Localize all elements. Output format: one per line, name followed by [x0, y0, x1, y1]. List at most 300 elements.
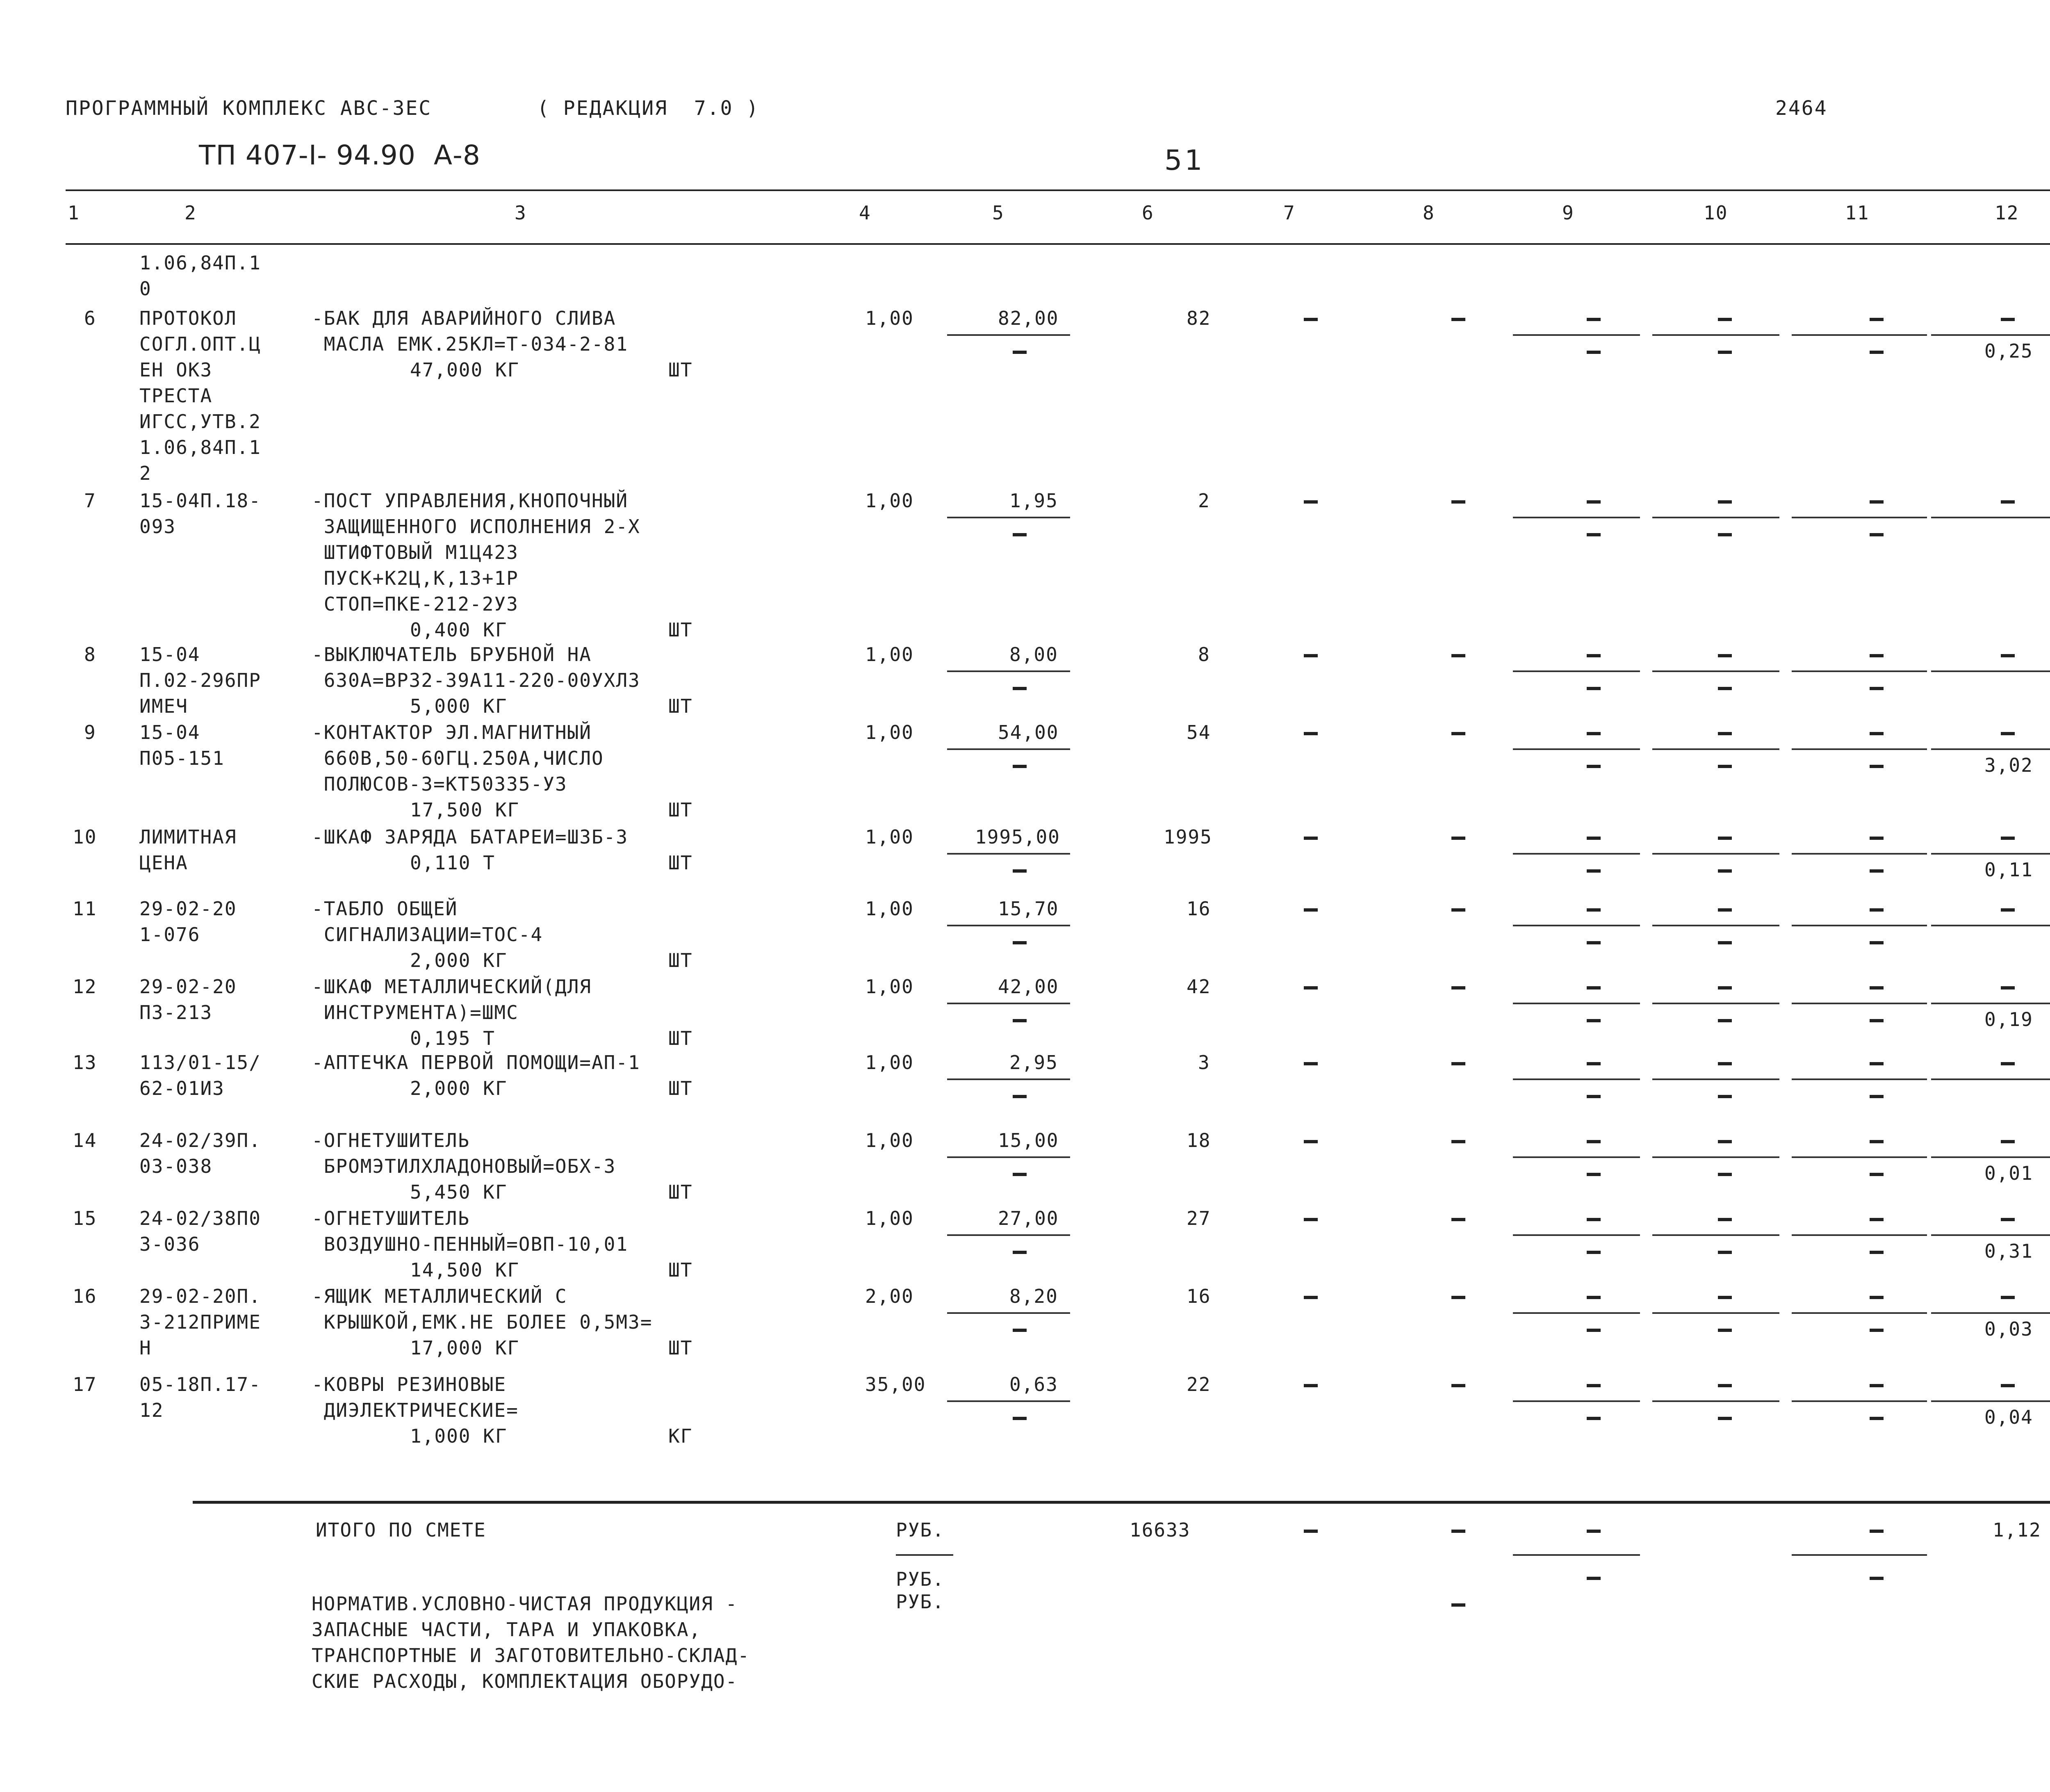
empty-cell-dash [2001, 1140, 2015, 1143]
column-underline [1792, 670, 1927, 672]
empty-cell-dash [1870, 500, 1884, 504]
row-quantity: 1,00 [865, 826, 914, 848]
row-quantity: 1,00 [865, 307, 914, 329]
row-price: 15,70 [998, 898, 1059, 920]
price-underline [947, 853, 1070, 855]
column-underline [1513, 853, 1640, 855]
price-sub-dash [1013, 765, 1027, 768]
column-underline [1513, 925, 1640, 926]
column-header-7: 7 [1283, 202, 1296, 224]
empty-cell-dash [1587, 837, 1601, 840]
empty-cell-dash [1304, 986, 1318, 989]
column-underline [1792, 1400, 1927, 1402]
price-underline [947, 748, 1070, 750]
row-unit: ШТ [668, 1337, 693, 1359]
row-number: 13 [73, 1051, 97, 1074]
row-quantity: 1,00 [865, 976, 914, 998]
row-description-line: -КОВРЫ РЕЗИНОВЫЕ [312, 1373, 507, 1395]
note-line: ЗАПАСНЫЕ ЧАСТИ, ТАРА И УПАКОВКА, [312, 1619, 702, 1641]
row-total: 2 [1198, 490, 1210, 512]
row-extra-value: 3,02 [1984, 754, 2033, 776]
column-underline [1931, 1234, 2050, 1236]
sub-cell-dash [1718, 1095, 1732, 1098]
row-code-line: 2 [139, 462, 152, 484]
row-number: 16 [73, 1285, 97, 1307]
row-extra-value: 0,04 [1984, 1406, 2033, 1428]
row-description-line: ДИЭЛЕКТРИЧЕСКИЕ= [312, 1399, 519, 1421]
row-code-line: ЕН ОКЗ [139, 359, 213, 381]
row-number: 14 [73, 1129, 97, 1151]
empty-cell-dash [1451, 500, 1465, 504]
sub-cell-dash [1587, 869, 1601, 873]
empty-cell-dash [1587, 654, 1601, 657]
totals-underline [1792, 1554, 1927, 1556]
row-unit: ШТ [668, 1077, 693, 1099]
empty-cell-dash [1304, 1140, 1318, 1143]
row-weight: 2,000 КГ [410, 1077, 508, 1099]
sub-cell-dash [1587, 533, 1601, 536]
empty-cell-dash [2001, 986, 2015, 989]
sub-cell-dash [1587, 765, 1601, 768]
empty-cell-dash [1718, 1384, 1732, 1387]
empty-cell-dash [2001, 318, 2015, 321]
row-description-line: ВОЗДУШНО-ПЕННЫЙ=ОВП-10,01 [312, 1233, 629, 1255]
row-unit: ШТ [668, 1027, 693, 1049]
row-total: 22 [1187, 1373, 1211, 1395]
row-description-line: 630А=ВР32-39А11-220-00УХЛ3 [312, 669, 640, 691]
empty-cell-dash [1718, 654, 1732, 657]
column-header-8: 8 [1423, 202, 1435, 224]
column-header-1: 1 [68, 202, 80, 224]
empty-cell-dash [2001, 654, 2015, 657]
column-underline [1931, 925, 2050, 926]
column-underline [1792, 334, 1927, 336]
sub-cell-dash [1718, 869, 1732, 873]
price-sub-dash [1013, 1417, 1027, 1420]
row-code-line: 24-02/38П0 [139, 1207, 261, 1229]
column-underline [1931, 1003, 2050, 1004]
row-code-line: 3-036 [139, 1233, 200, 1255]
row-code-line: П3-213 [139, 1001, 213, 1024]
row-quantity: 1,00 [865, 1129, 914, 1151]
empty-cell-dash [1870, 908, 1884, 912]
sub-cell-dash [1587, 1095, 1601, 1098]
sub-cell-dash [1870, 1019, 1884, 1022]
sub-cell-dash [1718, 687, 1732, 690]
row-description-line: СИГНАЛИЗАЦИИ=ТОС-4 [312, 923, 543, 946]
column-underline [1792, 517, 1927, 518]
row-weight: 47,000 КГ [410, 359, 520, 381]
totals-underline [1513, 1554, 1640, 1556]
column-underline [1931, 1312, 2050, 1314]
column-header-4: 4 [859, 202, 871, 224]
sub-cell-dash [1870, 765, 1884, 768]
row-number: 17 [73, 1373, 97, 1395]
row-code-line: 05-18П.17- [139, 1373, 261, 1395]
totals-unit-2: РУБ. [896, 1568, 945, 1590]
sub-cell-dash [1718, 351, 1732, 354]
row-description-line: ИНСТРУМЕНТА)=ШМС [312, 1001, 519, 1024]
column-underline [1652, 334, 1779, 336]
empty-cell-dash [1587, 1384, 1601, 1387]
row-weight: 5,450 КГ [410, 1181, 508, 1203]
column-underline [1792, 1156, 1927, 1158]
row-quantity: 1,00 [865, 1207, 914, 1229]
row-unit: ШТ [668, 359, 693, 381]
empty-cell-dash [1718, 732, 1732, 735]
row-description-line: -ПОСТ УПРАВЛЕНИЯ,КНОПОЧНЫЙ [312, 490, 629, 512]
document-code: 2464 [1775, 97, 1828, 120]
column-header-9: 9 [1562, 202, 1574, 224]
empty-cell-dash [2001, 908, 2015, 912]
totals-label: ИТОГО ПО СМЕТЕ [316, 1519, 486, 1541]
empty-cell-dash [1304, 654, 1318, 657]
sub-cell-dash [1587, 1251, 1601, 1254]
row-number: 11 [73, 898, 97, 920]
row-description-line: -ВЫКЛЮЧАТЕЛЬ БРУБНОЙ НА [312, 643, 592, 666]
column-header-2: 2 [184, 202, 197, 224]
row-code-line: 03-038 [139, 1155, 213, 1177]
row-price: 27,00 [998, 1207, 1059, 1229]
empty-cell-dash [1451, 837, 1465, 840]
row-code-line: 113/01-15/ [139, 1051, 261, 1074]
row-code-line: 15-04П.18- [139, 490, 261, 512]
empty-cell-dash [1870, 1140, 1884, 1143]
sub-cell-dash [1718, 1173, 1732, 1176]
row-code-line: ИМЕЧ [139, 695, 188, 717]
row-weight: 0,110 Т [410, 852, 495, 874]
row-weight: 0,195 Т [410, 1027, 495, 1049]
price-sub-dash [1013, 941, 1027, 944]
sub-cell-dash [1587, 351, 1601, 354]
empty-cell-dash [1870, 654, 1884, 657]
price-sub-dash [1013, 1095, 1027, 1098]
column-underline [1652, 1400, 1779, 1402]
price-underline [947, 1003, 1070, 1004]
row-code-line: ТРЕСТА [139, 385, 213, 407]
empty-cell-dash [1718, 1218, 1732, 1221]
empty-cell-dash [2001, 1218, 2015, 1221]
price-underline [947, 925, 1070, 926]
row-code-line: ЛИМИТНАЯ [139, 826, 237, 848]
row-unit: ШТ [668, 852, 693, 874]
row-description-line: -АПТЕЧКА ПЕРВОЙ ПОМОЩИ=АП-1 [312, 1051, 640, 1074]
column-underline [1652, 925, 1779, 926]
header-rule-bottom [66, 243, 2050, 245]
row-code-line: СОГЛ.ОПТ.Ц [139, 333, 261, 355]
empty-cell-dash [1451, 318, 1465, 321]
sub-cell-dash [1870, 1095, 1884, 1098]
price-underline [947, 1400, 1070, 1402]
row-weight: 14,500 КГ [410, 1259, 520, 1281]
empty-cell-dash [1587, 318, 1601, 321]
column-underline [1792, 1078, 1927, 1080]
row-number: 15 [73, 1207, 97, 1229]
empty-cell-dash [1587, 986, 1601, 989]
row-code-line: 15-04 [139, 643, 200, 666]
sub-cell-dash [1587, 1417, 1601, 1420]
row-extra-value: 0,01 [1984, 1162, 2033, 1184]
empty-cell-dash [1451, 1296, 1465, 1299]
price-underline [947, 1078, 1070, 1080]
column-underline [1513, 517, 1640, 518]
empty-cell-dash [1718, 837, 1732, 840]
totals-unit-rule [896, 1554, 953, 1556]
row-description-line: КРЫШКОЙ,ЕМК.НЕ БОЛЕЕ 0,5М3= [312, 1311, 653, 1333]
empty-cell-dash [1870, 1062, 1884, 1065]
column-underline [1513, 1078, 1640, 1080]
column-underline [1513, 1156, 1640, 1158]
column-underline [1652, 670, 1779, 672]
totals-col8-dash [1451, 1603, 1465, 1607]
empty-cell-dash [1304, 1062, 1318, 1065]
price-underline [947, 517, 1070, 518]
row-description-line: -ШКАФ ЗАРЯДА БАТАРЕИ=ШЗБ-3 [312, 826, 629, 848]
empty-cell-dash [1870, 732, 1884, 735]
row-description-line: БРОМЭТИЛХЛАДОНОВЫЙ=ОБХ-3 [312, 1155, 616, 1177]
price-sub-dash [1013, 1251, 1027, 1254]
sub-cell-dash [1870, 941, 1884, 944]
page-number: 51 [1164, 144, 1205, 177]
sub-cell-dash [1718, 1251, 1732, 1254]
row-total: 42 [1187, 976, 1211, 998]
row-number: 6 [84, 307, 96, 329]
empty-cell-dash [1718, 1062, 1732, 1065]
row-quantity: 1,00 [865, 721, 914, 743]
empty-cell-dash [1718, 986, 1732, 989]
sub-cell-dash [1587, 1329, 1601, 1332]
column-underline [1652, 1312, 1779, 1314]
row-unit: ШТ [668, 619, 693, 641]
sub-cell-dash [1870, 1329, 1884, 1332]
row-price: 8,00 [1009, 643, 1058, 666]
row-extra-value: 0,19 [1984, 1008, 2033, 1031]
row-code-line: 1.06,84П.1 [139, 436, 261, 458]
row-price: 42,00 [998, 976, 1059, 998]
row-code-line: 1.06,84П.1 [139, 252, 261, 274]
row-extra-value: 0,25 [1984, 340, 2033, 362]
sub-cell-dash [1587, 1019, 1601, 1022]
empty-cell-dash [1718, 1296, 1732, 1299]
column-underline [1513, 1312, 1640, 1314]
totals-value: 16633 [1130, 1519, 1191, 1541]
empty-cell-dash [1587, 908, 1601, 912]
row-description-line: ЗАЩИЩЕННОГО ИСПОЛНЕНИЯ 2-Х [312, 515, 640, 538]
column-underline [1931, 1156, 2050, 1158]
empty-cell-dash [2001, 1296, 2015, 1299]
row-number: 12 [73, 976, 97, 998]
column-underline [1652, 748, 1779, 750]
column-underline [1513, 1234, 1640, 1236]
column-header-5: 5 [992, 202, 1004, 224]
row-price: 1995,00 [975, 826, 1060, 848]
sub-cell-dash [1718, 941, 1732, 944]
sub-cell-dash [1587, 1173, 1601, 1176]
empty-cell-dash [1451, 1384, 1465, 1387]
row-extra-value: 0,11 [1984, 859, 2033, 881]
sub-cell-dash [1870, 533, 1884, 536]
empty-cell-dash [1304, 1296, 1318, 1299]
row-quantity: 1,00 [865, 1051, 914, 1074]
column-underline [1513, 1400, 1640, 1402]
column-header-12: 12 [1995, 202, 2019, 224]
empty-cell-dash [1451, 1062, 1465, 1065]
row-price: 2,95 [1009, 1051, 1058, 1074]
sub-cell-dash [1718, 1329, 1732, 1332]
column-underline [1792, 925, 1927, 926]
price-underline [947, 334, 1070, 336]
row-description-line: -КОНТАКТОР ЭЛ.МАГНИТНЫЙ [312, 721, 592, 743]
column-underline [1652, 1156, 1779, 1158]
totals-sub-dash [1870, 1577, 1884, 1580]
row-price: 82,00 [998, 307, 1059, 329]
row-code-line: 29-02-20 [139, 898, 237, 920]
sub-cell-dash [1718, 1417, 1732, 1420]
row-price: 15,00 [998, 1129, 1059, 1151]
sub-cell-dash [1870, 351, 1884, 354]
sub-cell-dash [1587, 687, 1601, 690]
sub-cell-dash [1718, 765, 1732, 768]
row-extra-value: 0,03 [1984, 1318, 2033, 1340]
row-quantity: 1,00 [865, 643, 914, 666]
edition-label: ( РЕДАКЦИЯ 7.0 ) [537, 97, 760, 120]
row-code-line: 15-04 [139, 721, 200, 743]
totals-dash [1587, 1530, 1601, 1533]
empty-cell-dash [1304, 500, 1318, 504]
column-header-3: 3 [515, 202, 527, 224]
row-price: 1,95 [1009, 490, 1058, 512]
row-weight: 17,000 КГ [410, 1337, 520, 1359]
totals-dash [1304, 1530, 1318, 1533]
price-sub-dash [1013, 687, 1027, 690]
empty-cell-dash [2001, 837, 2015, 840]
empty-cell-dash [1451, 654, 1465, 657]
row-unit: КГ [668, 1425, 693, 1447]
empty-cell-dash [1870, 1218, 1884, 1221]
row-description-line: -ЯЩИК МЕТАЛЛИЧЕСКИЙ С [312, 1285, 567, 1307]
totals-rule [193, 1501, 2050, 1504]
row-description-line: ШТИФТОВЫЙ М1Ц423 [312, 541, 519, 563]
row-weight: 0,400 КГ [410, 619, 508, 641]
row-code-line: П.02-296ПР [139, 669, 261, 691]
empty-cell-dash [2001, 732, 2015, 735]
row-code-line: 24-02/39П. [139, 1129, 261, 1151]
totals-unit-1: РУБ. [896, 1519, 945, 1541]
sub-cell-dash [1587, 941, 1601, 944]
row-total: 16 [1187, 898, 1211, 920]
empty-cell-dash [1451, 1140, 1465, 1143]
empty-cell-dash [1870, 1384, 1884, 1387]
column-header-6: 6 [1142, 202, 1154, 224]
row-code-line: 29-02-20П. [139, 1285, 261, 1307]
row-code-line: ПРОТОКОЛ [139, 307, 237, 329]
column-underline [1652, 1003, 1779, 1004]
empty-cell-dash [1451, 908, 1465, 912]
column-underline [1931, 670, 2050, 672]
empty-cell-dash [1304, 732, 1318, 735]
header-rule-top [66, 189, 2050, 191]
row-code-line: 3-212ПРИМЕ [139, 1311, 261, 1333]
row-description-line: ПУСК+К2Ц,К,1З+1Р [312, 567, 519, 589]
row-quantity: 1,00 [865, 490, 914, 512]
row-description-line: 660В,50-60ГЦ.250А,ЧИСЛО [312, 747, 604, 769]
totals-dash [1451, 1530, 1465, 1533]
totals-dash [1870, 1530, 1884, 1533]
price-underline [947, 670, 1070, 672]
empty-cell-dash [1304, 1218, 1318, 1221]
empty-cell-dash [1870, 1296, 1884, 1299]
row-total: 27 [1187, 1207, 1211, 1229]
row-code-line: 12 [139, 1399, 164, 1421]
empty-cell-dash [1587, 1296, 1601, 1299]
column-underline [1931, 853, 2050, 855]
sub-cell-dash [1870, 1251, 1884, 1254]
row-unit: ШТ [668, 1181, 693, 1203]
column-underline [1931, 1078, 2050, 1080]
column-underline [1931, 517, 2050, 518]
column-underline [1652, 517, 1779, 518]
note-line: СКИЕ РАСХОДЫ, КОМПЛЕКТАЦИЯ ОБОРУДО- [312, 1670, 738, 1692]
empty-cell-dash [1587, 1218, 1601, 1221]
row-code-line: 093 [139, 515, 176, 538]
row-weight: 2,000 КГ [410, 949, 508, 971]
row-description-line: -БАК ДЛЯ АВАРИЙНОГО СЛИВА [312, 307, 616, 329]
row-number: 7 [84, 490, 96, 512]
totals-sub-dash [1587, 1577, 1601, 1580]
column-header-11: 11 [1845, 202, 1870, 224]
empty-cell-dash [1451, 986, 1465, 989]
empty-cell-dash [1718, 908, 1732, 912]
note-line: ТРАНСПОРТНЫЕ И ЗАГОТОВИТЕЛЬНО-СКЛАД- [312, 1644, 750, 1667]
row-code-line: П05-151 [139, 747, 225, 769]
column-underline [1792, 1312, 1927, 1314]
price-sub-dash [1013, 351, 1027, 354]
sub-cell-dash [1718, 533, 1732, 536]
row-total: 16 [1187, 1285, 1211, 1307]
totals-extra: 1,12 [1993, 1519, 2041, 1541]
row-code-line: Н [139, 1337, 152, 1359]
column-underline [1931, 748, 2050, 750]
price-underline [947, 1312, 1070, 1314]
row-quantity: 1,00 [865, 898, 914, 920]
empty-cell-dash [1587, 732, 1601, 735]
column-underline [1652, 1234, 1779, 1236]
price-sub-dash [1013, 869, 1027, 873]
program-title: ПРОГРАММНЫЙ КОМПЛЕКС АВС-ЗЕС [66, 97, 432, 120]
empty-cell-dash [2001, 1062, 2015, 1065]
price-sub-dash [1013, 1329, 1027, 1332]
empty-cell-dash [1304, 837, 1318, 840]
row-code-line: 1-076 [139, 923, 200, 946]
empty-cell-dash [1870, 986, 1884, 989]
row-unit: ШТ [668, 695, 693, 717]
column-underline [1931, 334, 2050, 336]
empty-cell-dash [1718, 500, 1732, 504]
totals-unit-3: РУБ. [896, 1591, 945, 1613]
row-description-line: МАСЛА ЕМК.25КЛ=Т-034-2-81 [312, 333, 629, 355]
price-underline [947, 1156, 1070, 1158]
row-number: 8 [84, 643, 96, 666]
sub-cell-dash [1718, 1019, 1732, 1022]
empty-cell-dash [1451, 1218, 1465, 1221]
row-unit: ШТ [668, 799, 693, 821]
row-code-line: 62-01ИЗ [139, 1077, 225, 1099]
row-unit: ШТ [668, 949, 693, 971]
column-header-10: 10 [1704, 202, 1728, 224]
empty-cell-dash [1304, 908, 1318, 912]
row-unit: ШТ [668, 1259, 693, 1281]
price-underline [947, 1234, 1070, 1236]
